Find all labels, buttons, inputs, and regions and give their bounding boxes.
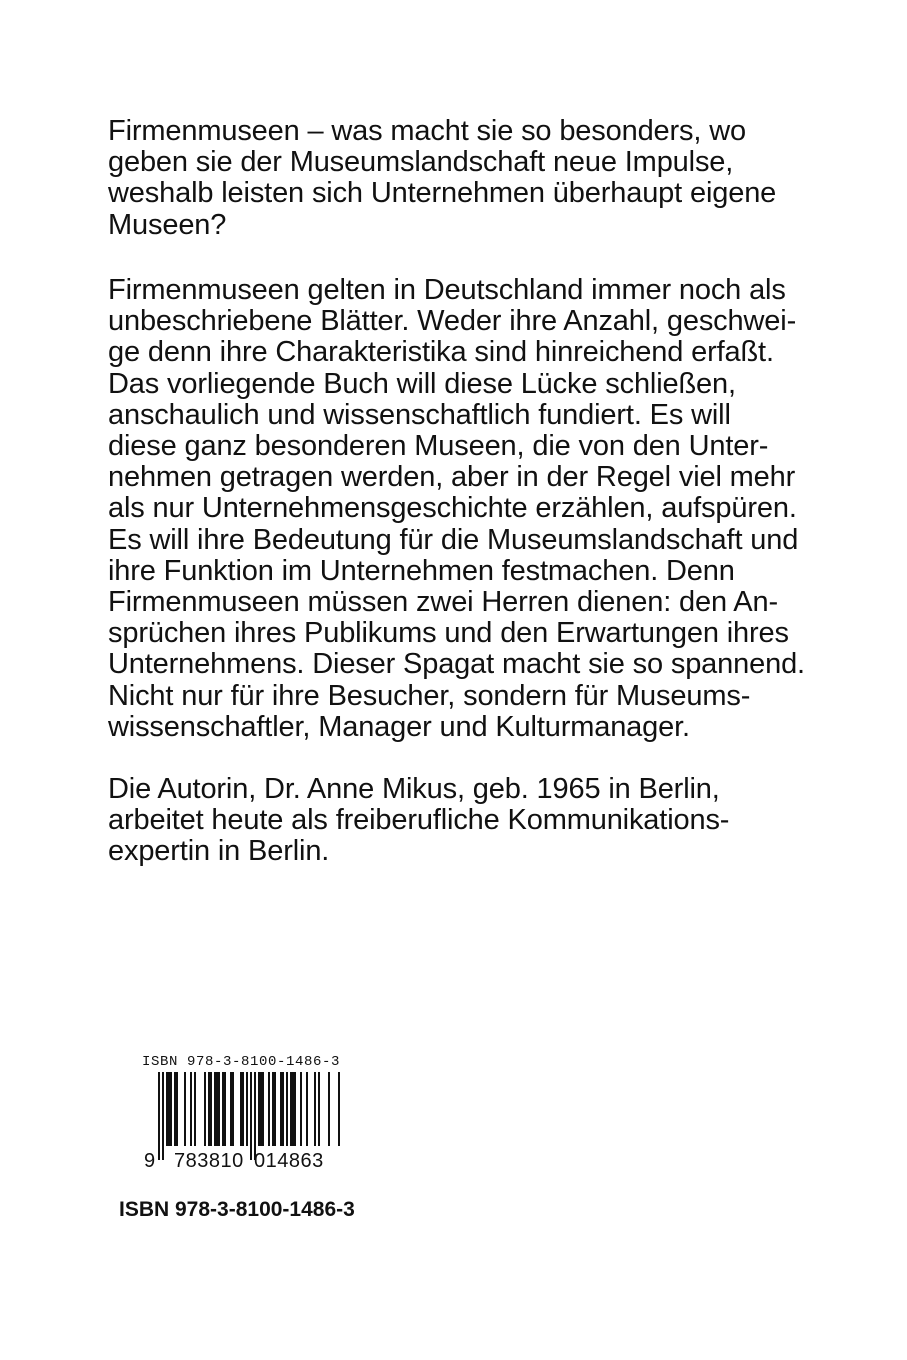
text-line: Firmenmuseen müssen zwei Herren dienen: den An-	[108, 586, 778, 619]
barcode-bar	[272, 1072, 274, 1146]
barcode-guard-bar	[250, 1072, 252, 1160]
barcode-first-digit: 9	[144, 1150, 156, 1172]
text-line: wissenschaftler, Manager und Kulturmanager.	[108, 710, 690, 743]
barcode-bar	[246, 1072, 248, 1146]
text-line: geben sie der Museumslandschaft neue Impulse,	[108, 146, 734, 179]
barcode-bar	[222, 1072, 224, 1146]
barcode-bar	[174, 1072, 176, 1146]
text-line: als nur Unternehmensgeschichte erzählen, aufspüren.	[108, 492, 797, 525]
barcode-bar	[204, 1072, 206, 1146]
text-line: Es will ihre Bedeutung für die Museumslandschaft und	[108, 523, 799, 556]
barcode-guard-bar	[158, 1072, 160, 1160]
text-line: sprüchen ihres Publikums und den Erwartungen ihres	[108, 617, 789, 650]
barcode-bar	[210, 1072, 212, 1146]
barcode-bar	[300, 1072, 302, 1146]
barcode-bar	[168, 1072, 170, 1146]
barcode-bar	[176, 1072, 178, 1146]
barcode-bar	[208, 1072, 210, 1146]
barcode-bar	[292, 1072, 294, 1146]
barcode-bar	[240, 1072, 242, 1146]
text-line: arbeitet heute als freiberufliche Kommunikations-	[108, 804, 730, 837]
barcode-bar	[274, 1072, 276, 1146]
text-line: Museen?	[108, 208, 227, 241]
text-line: Das vorliegende Buch will diese Lücke schließen,	[108, 367, 736, 400]
barcode-bar	[280, 1072, 282, 1146]
barcode-bar	[306, 1072, 308, 1146]
text-line: Firmenmuseen – was macht sie so besonders, wo	[108, 115, 746, 147]
barcode-bar	[214, 1072, 216, 1146]
barcode-bar	[194, 1072, 196, 1146]
barcode-bar	[242, 1072, 244, 1146]
barcode-right-digits: 014863	[254, 1150, 324, 1172]
text-line: unbeschriebene Blätter. Weder ihre Anzahl, geschwei-	[108, 305, 797, 338]
barcode-bar	[282, 1072, 284, 1146]
text-line: diese ganz besonderen Museen, die von den Unter-	[108, 430, 769, 463]
barcode-bar	[286, 1072, 288, 1146]
text-line: expertin in Berlin.	[108, 835, 330, 868]
barcode-bar	[184, 1072, 186, 1146]
intro-paragraph	[108, 116, 828, 241]
barcode-bar	[216, 1072, 218, 1146]
barcode-bar	[230, 1072, 232, 1146]
text-line: Firmenmuseen gelten in Deutschland immer noch als	[108, 274, 786, 306]
barcode-bar	[232, 1072, 234, 1146]
text-line: Die Autorin, Dr. Anne Mikus, geb. 1965 in Berlin,	[108, 773, 720, 805]
barcode-bar	[258, 1072, 260, 1146]
barcode-bar	[218, 1072, 220, 1146]
description-paragraph	[108, 275, 828, 743]
text-line: weshalb leisten sich Unternehmen überhaupt eigene	[108, 177, 777, 210]
barcode-bar	[190, 1072, 192, 1146]
author-paragraph	[108, 774, 828, 868]
barcode-left-digits: 783810	[174, 1150, 244, 1172]
barcode-bar	[166, 1072, 168, 1146]
barcode-bar	[224, 1072, 226, 1146]
barcode-guard-bar	[162, 1072, 164, 1160]
barcode-bar	[294, 1072, 296, 1146]
barcode-guard-bar	[254, 1072, 256, 1160]
text-line: ge denn ihre Charakteristika sind hinreichend erfaßt.	[108, 336, 774, 369]
barcode-bar	[268, 1072, 270, 1146]
text-line: anschaulich und wissenschaftlich fundiert. Es will	[108, 398, 731, 431]
barcode-bar	[170, 1072, 172, 1146]
text-line: ihre Funktion im Unternehmen festmachen. Denn	[108, 554, 735, 587]
barcode-bar	[314, 1072, 316, 1146]
barcode-bar	[328, 1072, 330, 1146]
barcode-bar	[338, 1072, 340, 1146]
text-line: nehmen getragen werden, aber in der Regel viel mehr	[108, 461, 796, 494]
text-line: Unternehmens. Dieser Spagat macht sie so spannend.	[108, 648, 805, 681]
barcode-bar	[318, 1072, 320, 1146]
isbn-text: ISBN 978-3-8100-1486-3	[119, 1198, 355, 1221]
barcode-bar	[262, 1072, 264, 1146]
barcode-bar	[260, 1072, 262, 1146]
text-line: Nicht nur für ihre Besucher, sondern für Museums-	[108, 679, 751, 712]
barcode-isbn-label: ISBN 978-3-8100-1486-3	[142, 1054, 341, 1070]
barcode-bar	[290, 1072, 292, 1146]
